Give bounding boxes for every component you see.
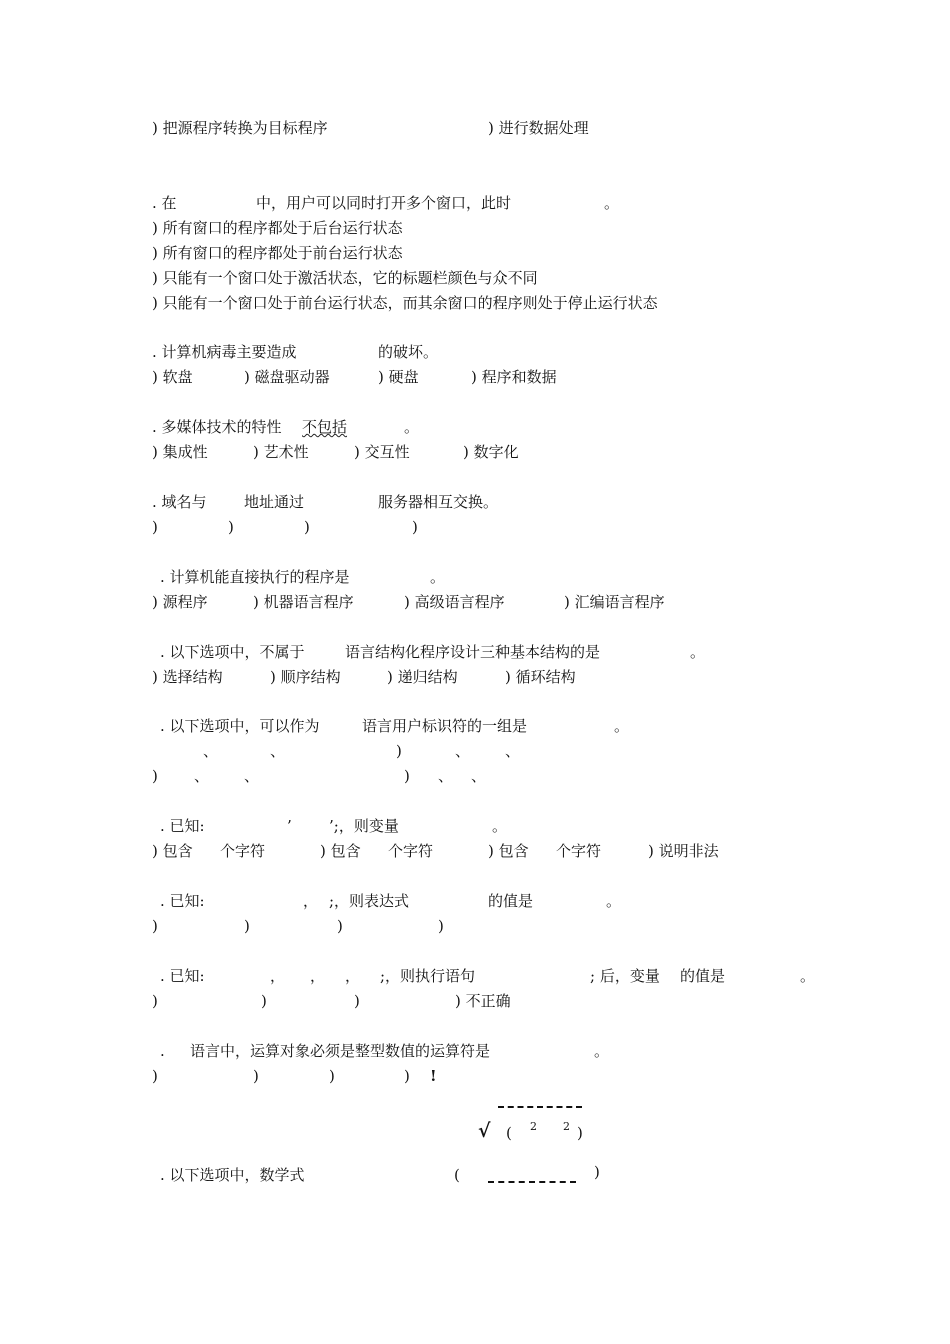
question-stem: 中，用户可以同时打开多个窗口，此时: [256, 194, 512, 212]
operator-symbol: !: [430, 1067, 437, 1085]
option-a-text: 个字符: [220, 842, 266, 860]
question-stem: 服务器相互交换。: [378, 493, 499, 511]
separator: 、: [244, 767, 260, 785]
option-line: ) 把源程序转换为目标程序: [152, 119, 328, 137]
fraction-bar: [488, 1181, 576, 1183]
question-stem: . 已知:: [160, 967, 205, 985]
question-stem: 的值是: [488, 892, 534, 910]
option-d: ): [404, 767, 410, 785]
question-stem: 。: [604, 194, 620, 212]
separator: 、: [505, 742, 521, 760]
question-stem: 。: [606, 892, 622, 910]
radical-bar: [498, 1106, 582, 1108]
option-b: ) 艺术性: [253, 443, 309, 461]
option-a: ) 包含: [152, 842, 193, 860]
separator: ，: [270, 967, 286, 985]
option-c: ) 硬盘: [378, 368, 419, 386]
option-line: ) 只能有一个窗口处于激活状态，它的标题栏颜色与众不同: [152, 269, 538, 287]
option-c-text: 个字符: [556, 842, 602, 860]
question-stem: . 已知:: [160, 817, 205, 835]
question-stem: ; 后，变量: [590, 967, 660, 985]
question-stem: 。: [430, 568, 446, 586]
emphasis-text: 不包括: [302, 418, 348, 436]
question-stem: 语言结构化程序设计三种基本结构的是: [345, 643, 601, 661]
question-stem: 的值是: [680, 967, 726, 985]
question-stem: . 在: [152, 194, 177, 212]
separator: 、: [438, 767, 454, 785]
superscript: 2: [563, 1120, 570, 1133]
option-c: ): [152, 767, 158, 785]
question-stem: 。: [404, 418, 420, 436]
question-stem: .: [160, 1042, 165, 1060]
question-stem: 。: [492, 817, 508, 835]
separator: 、: [471, 767, 487, 785]
question-stem: . 以下选项中，可以作为: [160, 717, 320, 735]
option-line: ) 所有窗口的程序都处于后台运行状态: [152, 219, 403, 237]
option-d: ) 不正确: [455, 992, 511, 1010]
question-stem: 语言中，运算对象必须是整型数值的运算符是: [190, 1042, 491, 1060]
option-d: ): [404, 1067, 410, 1085]
question-stem: . 以下选项中，不属于: [160, 643, 305, 661]
question-stem: . 域名与: [152, 493, 207, 511]
option-b: ): [228, 518, 234, 536]
option-b: ) 机器语言程序: [253, 593, 354, 611]
option-d: ) 循环结构: [505, 668, 576, 686]
option-d: ) 程序和数据: [471, 368, 557, 386]
question-stem: ’;，则变量: [329, 817, 399, 835]
option-c: ): [354, 992, 360, 1010]
question-stem: 。: [614, 717, 630, 735]
separator: ，: [310, 967, 326, 985]
option-a: ) 选择结构: [152, 668, 223, 686]
option-c: ) 递归结构: [387, 668, 458, 686]
option-b: ): [261, 992, 267, 1010]
separator: 、: [270, 742, 286, 760]
option-b: ): [253, 1067, 259, 1085]
option-c: ): [337, 917, 343, 935]
separator: 、: [455, 742, 471, 760]
option-a: ) 软盘: [152, 368, 193, 386]
option-a: ): [152, 917, 158, 935]
option-a: ): [152, 992, 158, 1010]
question-stem: ，: [303, 892, 319, 910]
question-stem: . 以下选项中，数学式: [160, 1166, 305, 1184]
formula-paren: ): [594, 1163, 600, 1181]
option-a: ): [152, 518, 158, 536]
option-d: ) 说明非法: [648, 842, 719, 860]
option-c: ): [329, 1067, 335, 1085]
option-b: ) 磁盘驱动器: [244, 368, 330, 386]
question-stem: 。: [690, 643, 706, 661]
option-c: ) 高级语言程序: [404, 593, 505, 611]
option-d: ) 汇编语言程序: [564, 593, 665, 611]
question-stem: ;，则执行语句: [380, 967, 476, 985]
option-b: ) 包含: [320, 842, 361, 860]
formula-paren: (: [454, 1166, 460, 1184]
question-stem: 。: [800, 967, 816, 985]
option-line: ) 进行数据处理: [488, 119, 589, 137]
formula-paren: ): [577, 1124, 583, 1142]
option-b: ): [396, 742, 402, 760]
option-line: ) 只能有一个窗口处于前台运行状态，而其余窗口的程序则处于停止运行状态: [152, 294, 658, 312]
option-b-text: 个字符: [388, 842, 434, 860]
question-stem: . 计算机病毒主要造成: [152, 343, 297, 361]
option-line: ) 所有窗口的程序都处于前台运行状态: [152, 244, 403, 262]
question-stem: 地址通过: [244, 493, 305, 511]
option-b: ): [244, 917, 250, 935]
option-a: ) 集成性: [152, 443, 208, 461]
question-stem: ’: [287, 817, 292, 835]
option-c: ): [304, 518, 310, 536]
option-d: ): [412, 518, 418, 536]
separator: 、: [203, 742, 219, 760]
option-c: ) 包含: [488, 842, 529, 860]
option-d: ): [438, 917, 444, 935]
option-c: ) 交互性: [354, 443, 410, 461]
option-b: ) 顺序结构: [270, 668, 341, 686]
option-d: ) 数字化: [463, 443, 519, 461]
separator: ，: [345, 967, 361, 985]
formula-paren: (: [506, 1124, 512, 1142]
question-stem: 。: [594, 1042, 610, 1060]
superscript: 2: [530, 1120, 537, 1133]
question-stem: ;，则表达式: [329, 892, 410, 910]
question-stem: . 已知:: [160, 892, 205, 910]
option-a: ) 源程序: [152, 593, 208, 611]
question-stem: . 计算机能直接执行的程序是: [160, 568, 350, 586]
question-stem: . 多媒体技术的特性: [152, 418, 282, 436]
question-stem: 的破坏。: [378, 343, 439, 361]
question-stem: 语言用户标识符的一组是: [362, 717, 528, 735]
sqrt-symbol: √: [478, 1120, 491, 1142]
separator: 、: [194, 767, 210, 785]
option-a: ): [152, 1067, 158, 1085]
